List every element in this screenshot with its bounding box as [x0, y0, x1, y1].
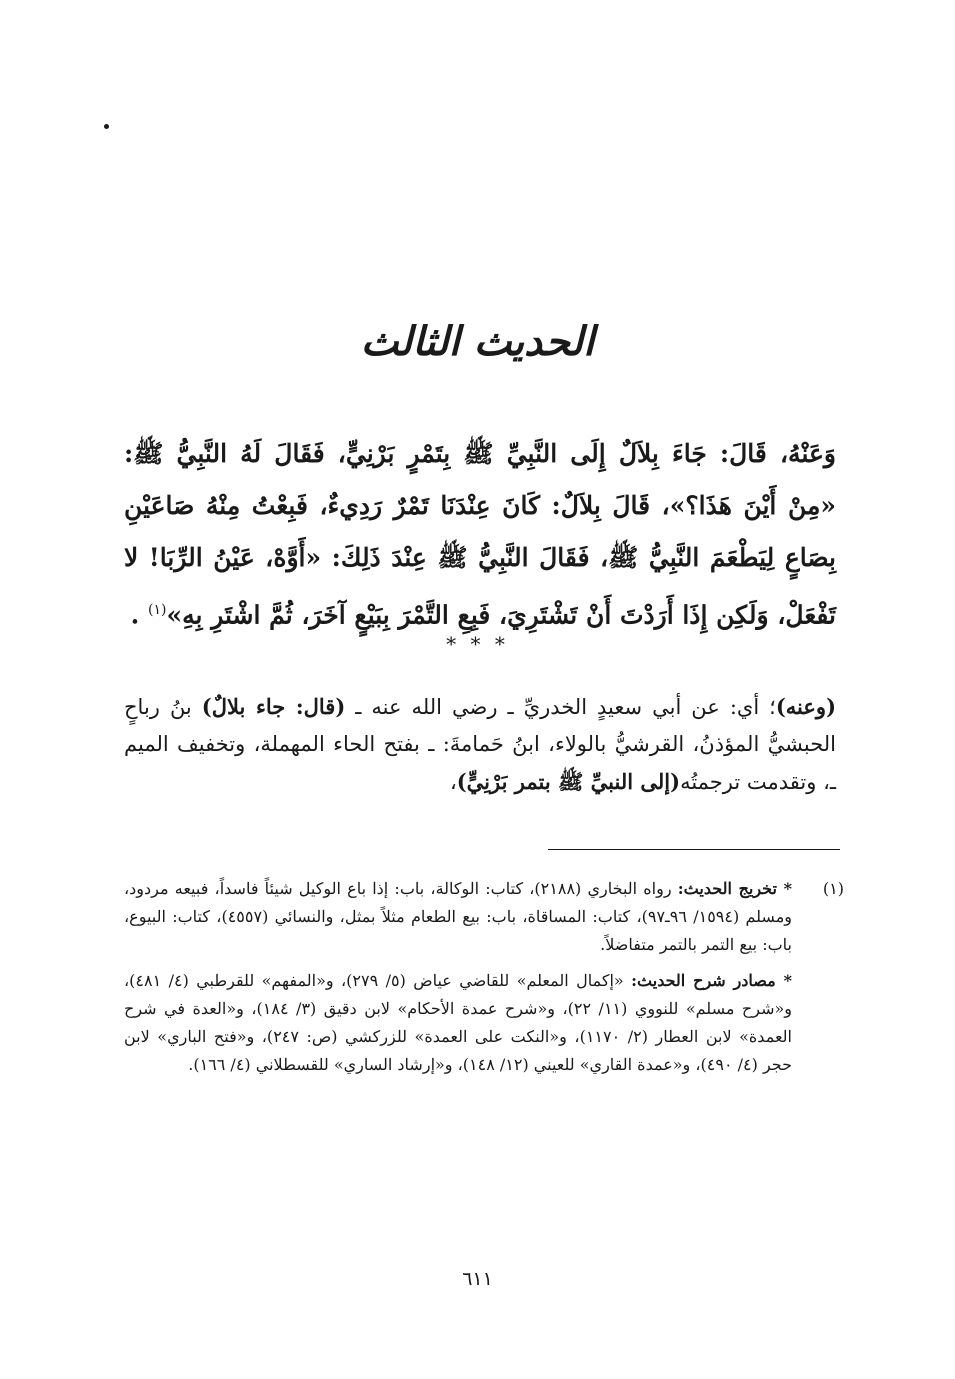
section-separator: * * *	[446, 632, 509, 656]
sources-label: * مصادر شرح الحديث:	[631, 971, 792, 990]
page-number: ٦١١	[462, 1268, 493, 1290]
commentary-text-3: ،	[449, 770, 457, 794]
commentary-bold-2: (قال: جاء بلالٌ)	[201, 694, 346, 719]
hadith-end: .	[130, 600, 140, 630]
footnotes	[124, 875, 844, 1079]
sources-text: «إكمال المعلم» للقاضي عياض (٥/ ٢٧٩)، و«المفهم» للقرطبي (٤/ ٤٨١)، و«شرح مسلم» للنووي (١١/ ٢٢)، و«شرح عمدة الأحكام» لابن دقيق (٣/ ١٨٤)، و«العدة في شرح العمدة» لابن العطار (٢/ ١١٧٠)، و«النكت على العمدة» للزركشي (ص: ٢٤٧)، و«فتح الباري» لابن حجر (٤/ ٤٩٠)، و«عمدة القاري» للعيني (١٢/ ١٤٨)، و«إرشاد الساري» للقسطلاني (٤/ ١٦٦).	[124, 971, 793, 1074]
footnote-item	[124, 875, 844, 959]
footnote-number: (١)	[822, 879, 844, 898]
hadith-text	[124, 428, 836, 641]
footnote-reference[interactable]: (١)	[148, 602, 167, 618]
chapter-title: الحديث الثالث	[360, 318, 595, 365]
footnote-sources	[124, 967, 844, 1079]
commentary-text-1: ؛ أي: عن أبي سعيدٍ الخدريِّ ـ رضي الله عنه ـ	[345, 695, 776, 719]
hadith-body: وَعَنْهُ، قَالَ: جَاءَ بِلاَلٌ إِلَى النَّبِيِّ ﷺ بِتَمْرٍ بَرْنِيٍّ، فَقَالَ لَهُ النَّبِيُّ ﷺ: «مِنْ أَيْنَ هَذَا؟»، قَالَ بِلاَلٌ: كَانَ عِنْدَنَا تَمْرٌ رَدِيءٌ، فَبِعْتُ مِنْهُ صَاعَيْنِ بِصَاعٍ لِيَطْعَمَ النَّبِيُّ ﷺ، فَقَالَ النَّبِيُّ ﷺ عِنْدَ ذَلِكَ: «أَوَّهْ، عَيْنُ الرِّبَا! لا تَفْعَلْ، وَلَكِن إِذَا أَرَدْتَ أَنْ تَشْتَرِيَ، فَبِعِ التَّمْرَ بِبَيْعٍ آخَرَ، ثُمَّ اشْتَرِ بِهِ»	[124, 439, 836, 630]
takhrij-label: * تخريج الحديث:	[677, 879, 792, 898]
commentary-text-2: بنُ رباحٍ الحبشيُّ المؤذنُ، القرشيُّ بالولاء، ابنُ حَمامةَ: ـ بفتح الحاء المهملة، وتخفيف الميم ـ، وتقدمت ترجمتُه	[124, 695, 836, 794]
footnote-divider	[548, 849, 840, 850]
commentary-bold-1: (وعنه)	[775, 694, 836, 719]
commentary-bold-3: (إلى النبيِّ ﷺ بتمر بَرْنِيٍّ)	[456, 769, 681, 794]
commentary-paragraph	[124, 688, 836, 801]
takhrij-text: رواه البخاري (٢١٨٨)، كتاب: الوكالة، باب: إذا باع الوكيل شيئاً فاسداً، فبيعه مردود، ومسلم (١٥٩٤/ ٩٦ـ٩٧)، كتاب: المساقاة، باب: بيع الطعام مثلاً بمثل، والنسائي (٤٥٥٧)، كتاب: البيوع، باب: بيع التمر بالتمر متفاضلاً.	[124, 879, 793, 954]
stray-dot	[104, 124, 109, 129]
